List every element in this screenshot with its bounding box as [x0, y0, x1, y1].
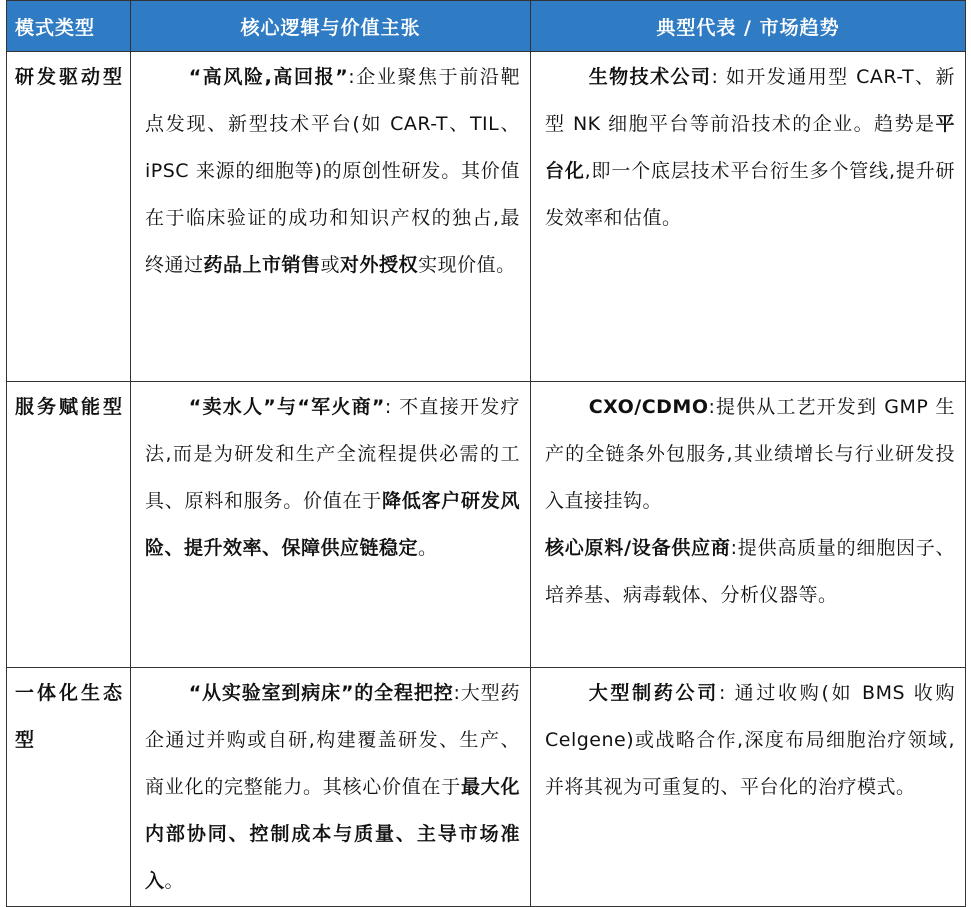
core-logic-cell: [131, 668, 531, 907]
representative-cell: [531, 52, 966, 382]
table-row: [7, 382, 966, 668]
table-row: [7, 52, 966, 382]
model-type-cell: 研发驱动型: [7, 52, 131, 382]
representative-lead: CXO/CDMO: [588, 396, 709, 418]
core-logic-lead: “卖水人”与“军火商”: [188, 396, 385, 418]
model-type-cell: 一体化生态型: [7, 668, 131, 907]
representative-text-secondary: 核心原料/设备供应商:提供高质量的细胞因子、培养基、病毒载体、分析仪器等。: [545, 537, 955, 606]
core-logic-text: “高风险,高回报”:企业聚焦于前沿靶点发现、新型技术平台(如 CAR-T、TIL、iPSC 来源的细胞等)的原创性研发。其价值在于临床验证的成功和知识产权的独占,最终通过药品上市销售或对外授权实现价值。: [145, 66, 520, 276]
representative-cell: [531, 382, 966, 668]
table-header-row: [7, 1, 966, 52]
model-type-cell: 服务赋能型: [7, 382, 131, 668]
core-logic-lead: “高风险,高回报”: [188, 66, 349, 88]
header-representatives: 典型代表 / 市场趋势: [531, 1, 966, 52]
representative-text: 大型制药公司: 通过收购(如 BMS 收购 Celgene)或战略合作,深度布局细胞治疗领域,并将其视为可重复的、平台化的治疗模式。: [545, 682, 955, 798]
table-row: [7, 668, 966, 907]
header-model-type: 模式类型: [7, 1, 131, 52]
business-model-table: [6, 0, 966, 907]
representative-text: 生物技术公司: 如开发通用型 CAR-T、新型 NK 细胞平台等前沿技术的企业。趋势是平台化,即一个底层技术平台衍生多个管线,提升研发效率和估值。: [545, 66, 955, 229]
header-core-logic: 核心逻辑与价值主张: [131, 1, 531, 52]
core-logic-text: “卖水人”与“军火商”: 不直接开发疗法,而是为研发和生产全流程提供必需的工具、原料和服务。价值在于降低客户研发风险、提升效率、保障供应链稳定。: [145, 396, 520, 559]
core-logic-cell: [131, 382, 531, 668]
representative-lead-secondary: 核心原料/设备供应商: [545, 537, 731, 559]
core-logic-text: “从实验室到病床”的全程把控:大型药企通过并购或自研,构建覆盖研发、生产、商业化的完整能力。其核心价值在于最大化内部协同、控制成本与质量、主导市场准入。: [145, 682, 520, 892]
core-logic-lead: “从实验室到病床”的全程把控: [188, 682, 454, 704]
representative-lead: 生物技术公司: [588, 66, 712, 88]
representative-cell: [531, 668, 966, 907]
representative-lead: 大型制药公司: [588, 682, 719, 704]
representative-text: CXO/CDMO:提供从工艺开发到 GMP 生产的全链条外包服务,其业绩增长与行业研发投入直接挂钩。: [545, 396, 955, 512]
core-logic-cell: [131, 52, 531, 382]
